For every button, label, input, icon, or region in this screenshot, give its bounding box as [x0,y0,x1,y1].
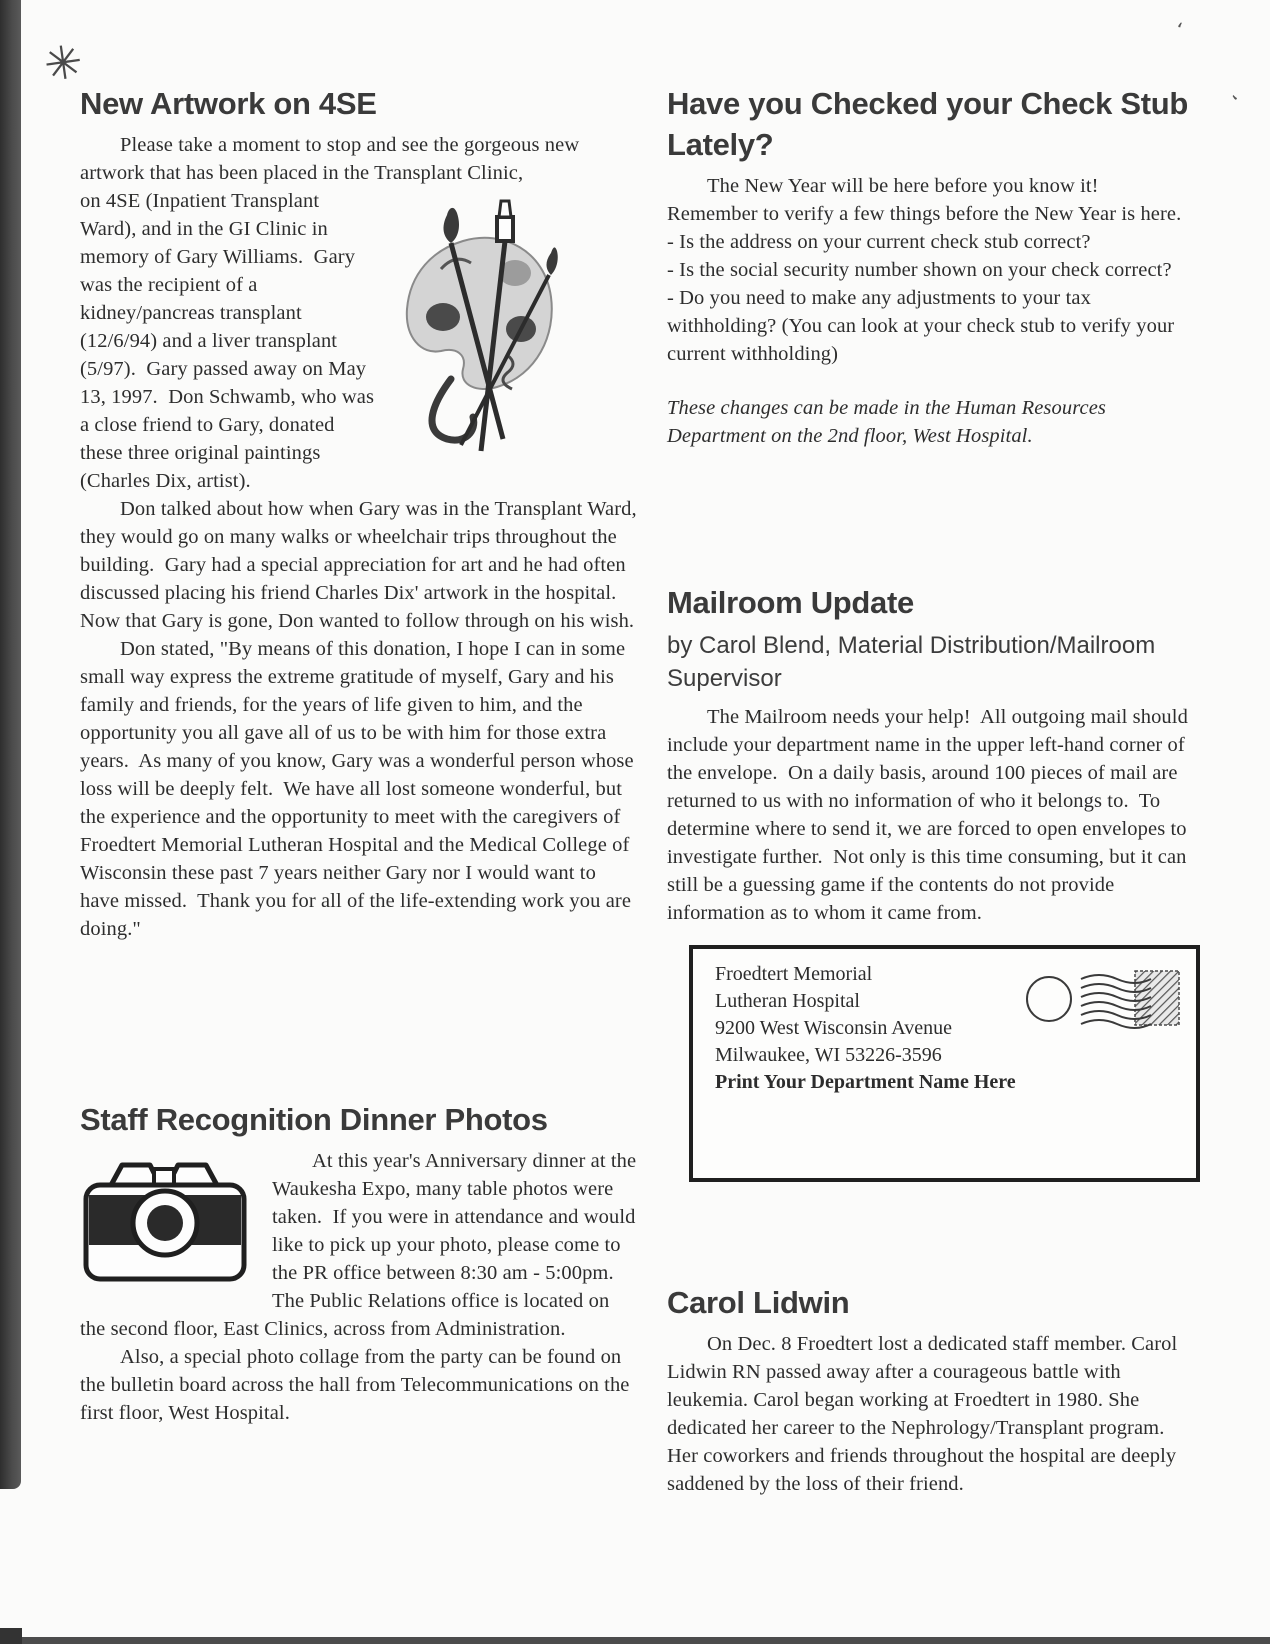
camera-image [80,1153,258,1291]
artist-palette-icon [385,189,637,485]
address-line: Froedtert Memorial [715,963,873,985]
article-title: Staff Recognition Dinner Photos [80,1102,548,1137]
paragraph: Don stated, "By means of this donation, I hope I can in some small way express the extreme gratitude of myself, Gary and his family and friends, for the years of life given to him, and the opportunity you all gave all of us to be with him for those extra years. As many of you know, Gary was a wonderful person whose loss will be deeply felt. We have all lost someone wonderful, but the experience and the opportunity to meet with the caregivers of Froedtert Memorial Lutheran Hospital and the Medical College of Wisconsin these past 7 years neither Gary nor I would want to have missed. Thank you for all of the life-extending work you are doing." [80,637,639,940]
article-mailroom [667,583,1194,927]
text-wrap-zone [80,187,637,495]
article-title: Have you Checked your Check Stub Lately? [667,86,1189,162]
article-carol-lidwin [667,1283,1189,1498]
article-check-stub [667,84,1189,450]
scan-artifact: ʻ [1227,91,1252,109]
paragraph: On Dec. 8 Froedtert lost a dedicated staff member. Carol Lidwin RN passed away after a courageous battle with leukemia. Carol began working at Froedtert in 1980. She dedicated her career to the Nephrology/Transplant program. Her coworkers and friends throughout the hospital are deeply saddened by the loss of their friend. [667,1332,1183,1495]
bullet-item: - Is the social security number shown on your check correct? [667,258,1172,281]
scan-artifact: ʻ [1173,17,1185,43]
scan-bottom-left-corner [0,1628,22,1644]
envelope-illustration [689,945,1200,1182]
bullet-item: - Do you need to make any adjustments to your tax withholding? (You can look at your check stub to verify your current withholding) [667,286,1180,365]
article-new-artwork [80,84,642,943]
handwritten-asterisk-mark: ✳ [40,33,87,93]
article-title: Mailroom Update [667,585,914,620]
bullet-item: - Is the address on your current check stub correct? [667,230,1091,253]
article-byline: by Carol Blend, Material Distribution/Mailroom Supervisor [667,631,1156,692]
article-title: Carol Lidwin [667,1285,850,1320]
text-wrap-zone [80,1147,642,1343]
article-staff-recognition [80,1100,642,1427]
camera-icon [80,1153,250,1285]
paragraph: Don talked about how when Gary was in the Transplant Ward, they would go on many walks or wheelchair trips throughout the building. Gary had a special appreciation for art and he had often discussed placing his friend Charles Dix' artwork in the hospital. Now that Gary is gone, Don wanted to follow through on his wish. [80,497,642,632]
paragraph: Please take a moment to stop and see the gorgeous new artwork that has been placed in the Transplant Clinic, [80,133,585,184]
postmark-icon [1023,965,1185,1033]
paragraph: on 4SE (Inpatient Transplant Ward), and in the GI Clinic in memory of Gary Williams. Gary was the recipient of a kidney/pancreas transplant (12/6/94) and a liver transplant (5/97). Gary passed away on May 13, 1997. Don Schwamb, who was a close friend to Gary, donated these three original paintings (Charles Dix, artist). [80,189,380,492]
address-line: Lutheran Hospital [715,990,860,1012]
paragraph: The Mailroom needs your help! All outgoing mail should include your department name in the upper left-hand corner of the envelope. On a daily basis, around 100 pieces of mail are returned to us with no information of who it belongs to. To determine where to send it, we are forced to open envelopes to investigate further. Not only is this time consuming, but it can still be a guessing game if the contents do not provide information as to whom it came from. [667,706,1194,925]
paragraph: At this year's Anniversary dinner at the Waukesha Expo, many table photos were taken. If you were in attendance and would like to pick up your photo, please come to the PR office between 8:30 am - 5:00pm. The Public Relations office is located on the second floor, East Clinics, across from Administration. [80,1149,642,1340]
envelope-instruction: Print Your Department Name Here [715,1071,1016,1093]
note: These changes can be made in the Human Resources Department on the 2nd floor, West Hospital. [667,396,1112,447]
paragraph: Also, a special photo collage from the party can be found on the bulletin board across the hall from Telecommunications on the first floor, West Hospital. [80,1345,635,1424]
address-line: Milwaukee, WI 53226-3596 [715,1044,942,1066]
address-line: 9200 West Wisconsin Avenue [715,1017,953,1039]
artist-palette-image [385,189,637,485]
article-title: New Artwork on 4SE [80,86,377,121]
postmark-graphic [1023,965,1185,1038]
scan-left-edge-bar [0,0,21,1489]
paragraph: The New Year will be here before you know it! Remember to verify a few things before the New Year is here. [667,174,1182,225]
scan-bottom-edge-bar [0,1637,1270,1644]
envelope-return-address [715,961,1016,1096]
